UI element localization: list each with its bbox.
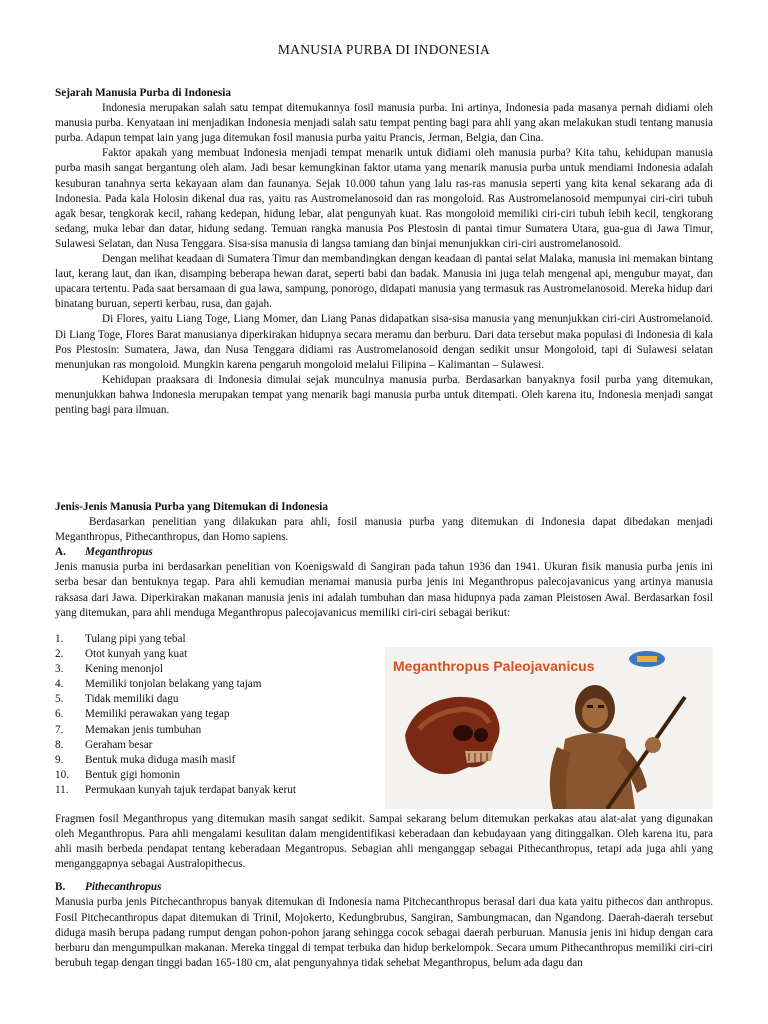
paragraph: Indonesia merupakan salah satu tempat ditemukannya fosil manusia purba. Ini artinya, Indonesia pada masanya pernah didiami oleh manusia purba. Kenyataan ini menjadikan Indonesia menjadi salah satu tempat penting bagi para ahli yang akan melakukan studi tentang manusia purba. Adapun tempat lain yang juga ditemukan fosil manusia purba yaitu Prancis, Jerman, Belgia, dan Cina. <box>55 102 713 145</box>
list-item: 8. Geraham besar <box>55 738 153 751</box>
list-item: 9. Bentuk muka diduga masih masif <box>55 753 236 766</box>
paragraph: Jenis manusia purba ini berdasarkan penelitian von Koenigswald di Sangiran pada tahun 1936 dan 1941. Ukuran fisik manusia purba jenis ini serba besar dan bentuknya tegap. Para ahli kemudian menamai manusia purba jenis ini Meganthropus palecojavanicus yang artinya manusia raksasa dari Jawa. Diperkirakan makanan manusia jenis ini adalah tumbuhan dan masa hidupnya pada zaman Pleistosen Awal. Berdasarkan fosil yang ditemukan, para ahli menduga Meganthropus palecojavanicus memiliki ciri-ciri sebagai berikut: <box>55 561 713 619</box>
list-item: 5. Tidak memiliki dagu <box>55 693 179 706</box>
section-continuation <box>55 812 713 971</box>
section-history <box>55 86 713 418</box>
list-item: 3. Kening menonjol <box>55 663 163 676</box>
meganthropus-illustration <box>385 647 713 809</box>
paragraph: Di Flores, yaitu Liang Toge, Liang Momer, dan Liang Panas didapatkan sisa-sisa manusia yang menunjukkan ciri-ciri Austromelanoid. Di Liang Toge, Flores Barat manusianya diperkirakan hidupnya secara meramu dan berburu. Dari data tersebut maka populasi di Indonesia di kala Pos Plestosin: Sumatera, Jawa, dan Nusa Tenggara didiami ras Austromelanosoid dengan sedikit unsur Mongoloid, tapi di Sulawesi selatan menunjukan ras mongoloid. Mungkin karena pengaruh mongoloid melalui Filipina – Kalimantan – Sulawesi. <box>55 313 713 371</box>
paragraph: Manusia purba jenis Pitchecanthropus banyak ditemukan di Indonesia nama Pitchecanthropus berasal dari dua kata yaitu pithecos dan anthropus. Fosil Pitchecanthropus dapat ditemukan di Trinil, Mojokerto, Kedungbrubus, Sangiran, Sambungmacan, dan Ngandong. Daerah-daerah tersebut diduga masih berupa padang rumput dengan pohon-pohon jarang sehingga cocok sebagai daerah perburuan. Manusia jenis ini hidup dengan cara berburu dan mengumpulkan makanan. Mereka tinggal di tempat terbuka dan hidup berkelompok. Secara umum Pithecanthropus memiliki ciri-ciri berubuh tegap dengan tinggi badan 165-180 cm, alat pengunyahnya tidak sehebat Meganthropus, belum ada dagu dan <box>55 896 713 969</box>
list-item: 4. Memiliki tonjolan belakang yang tajam <box>55 678 262 691</box>
list-item: 7. Memakan jenis tumbuhan <box>55 723 202 736</box>
figure-label: Meganthropus Paleojavanicus <box>393 658 595 674</box>
list-item: 1. Tulang pipi yang tebal <box>55 633 186 645</box>
page-title: MANUSIA PURBA DI INDONESIA <box>277 42 491 57</box>
list-item: 2. Otot kunyah yang kuat <box>55 648 188 661</box>
paragraph: Berdasarkan penelitian yang dilakukan para ahli, fosil manusia purba yang ditemukan di Indonesia dapat dibedakan menjadi Meganthropus, Pithecanthropus, dan Homo sapiens. <box>55 516 713 544</box>
list-item: 6. Memiliki perawakan yang tegap <box>55 708 230 721</box>
list-item: 10. Bentuk gigi homonin <box>55 768 181 781</box>
subheading-letter: B. <box>55 881 66 894</box>
list-item: 11. Permukaan kunyah tajuk terdapat banyak kerut <box>55 783 296 796</box>
subheading-name: Pithecanthropus <box>85 881 162 894</box>
section-heading-history: Sejarah Manusia Purba di Indonesia <box>55 87 231 99</box>
feature-list <box>55 632 375 798</box>
subheading-letter: A. <box>55 546 66 559</box>
meganthropus-figure <box>385 647 713 809</box>
paragraph: Dengan melihat keadaan di Sumatera Timur dan membandingkan dengan keadaan di pantai selat Malaka, manusia ini memakan bintang laut, kerang laut, dan ikan, disamping beberapa hewan darat, seperti babi dan badak. Manusia ini juga telah mengenal api, mengubur mayat, dan upacara tertentu. Pada saat bersamaan di gua lawa, sampung, ponorogo, didapati manusia yang termasuk ras Austromelanosoid. Mereka hidup dari binatang buruan, seperti kerbau, rusa, dan gajah. <box>55 253 713 311</box>
paragraph: Faktor apakah yang membuat Indonesia menjadi tempat menarik untuk didiami oleh manusia purba? Kita tahu, kehidupan manusia purba masih sangat bergantung oleh alam. Jadi besar kemungkinan faktor utama yang menarik manusia purba untuk mendiami Indonesia adalah kesuburan tanahnya serta kekayaan alam dan faunanya. Sejak 10.000 tahun yang lalu ras-ras manusia seperti yang kita kenal sekarang ada di Indonesia. Pada kala Holosin dikenal dua ras, yaitu ras Austromelanosoid dan ras mongoloid. Ras Austromelanosoid mempunyai ciri-ciri tubuh agak besar, tengkorak kecil, rahang kedepan, hidung lebar, alat pengunyah kuat. Ras mongoloid memiliki ciri-ciri tubuh lebih kecil, tengkorang sedang, muka lebar dan datar, hidung sedang. Temuan rangka manusia Pos Plestosin di pantai timur Sumatera Utara, gua-gua di Jawa Timur, Sulawesi Selatan, dan Nusa Tenggara. Sisa-sisa manusia di langsa tamiang dan binjai menunjukkan ciri-ciri austromelanosoid. <box>55 147 713 250</box>
subheading-pithecanthropus <box>55 880 713 895</box>
paragraph: Fragmen fosil Meganthropus yang ditemukan masih sangat sedikit. Sampai sekarang belum ditemukan perkakas atau alat-alat yang digunakan oleh Meganthropus. Para ahli mengalami kesulitan dalam mengidentifikasi keberadaan dan kebudayaan yang ditinggalkan. Oleh karena itu, para ahli masih berbeda pendapat tentang keberadaan Megantropus. Sebagian ahli menganggap sebagai Pithecanthropus, tetapi ada juga ahli yang menganggapnya sebagai Australopithecus. <box>55 813 713 871</box>
section-heading-types: Jenis-Jenis Manusia Purba yang Ditemukan di Indonesia <box>55 501 328 513</box>
subheading-name: Meganthropus <box>85 546 153 559</box>
paragraph: Kehidupan praaksara di Indonesia dimulai sejak munculnya manusia purba. Berdasarkan banyaknya fosil purba yang ditemukan, menunjukkan bahwa Indonesia merupakan tempat yang menarik bagi manusia purba untuk ditempati. Oleh karena itu, Indonesia menjadi sangat penting bagi para ilmuan. <box>55 373 713 416</box>
subheading-meganthropus <box>55 545 713 560</box>
section-types <box>55 500 713 621</box>
